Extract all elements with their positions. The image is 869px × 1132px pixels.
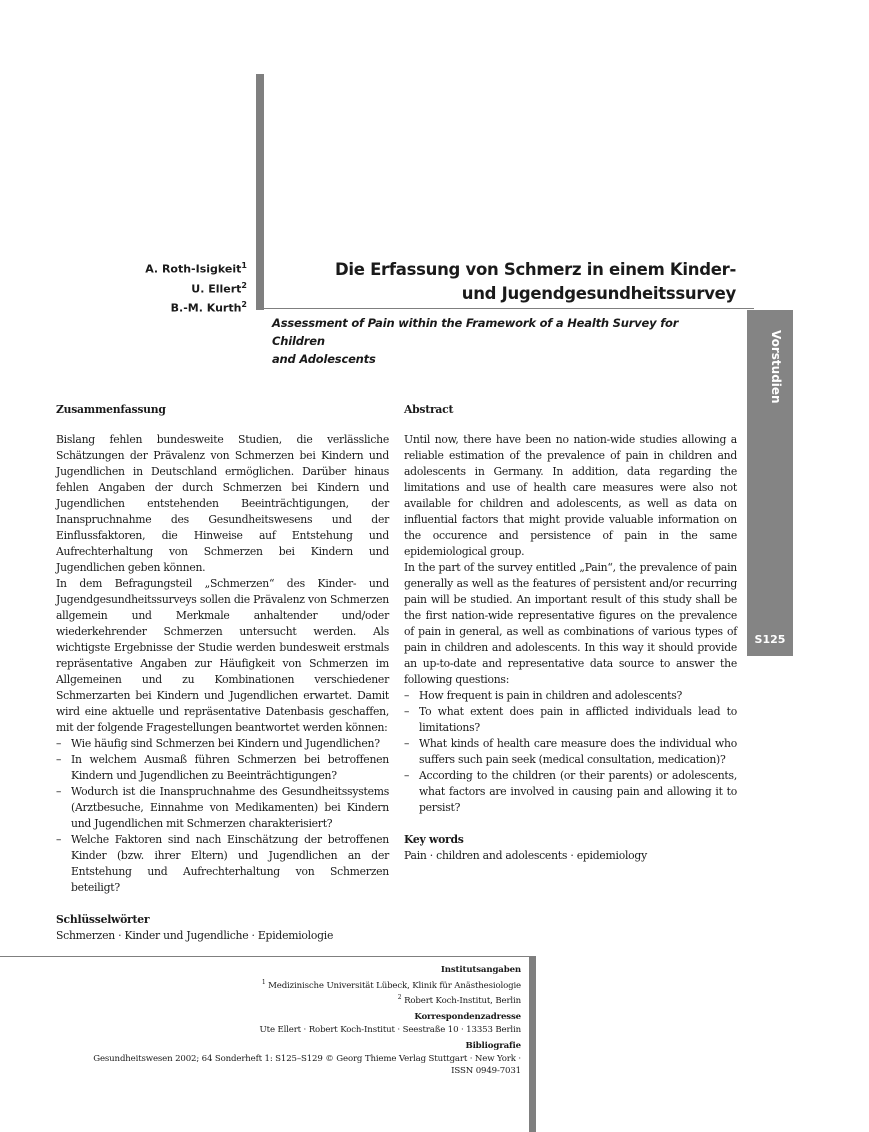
list-item — [56, 752, 389, 784]
page-number: S125 — [754, 633, 786, 646]
author — [145, 278, 247, 298]
footer-vertical-bar — [529, 956, 536, 1132]
list-item — [56, 736, 389, 752]
dash-bullet: – — [56, 737, 62, 750]
dash-bullet: – — [404, 689, 410, 702]
affiliation-mark: 1 — [261, 978, 266, 986]
institution-heading: Institutsangaben — [440, 965, 521, 975]
title-line: Die Erfassung von Schmerz in einem Kinder- — [334, 260, 736, 279]
keywords-text: Schmerzen · Kinder und Jugendliche · Epidemiologie — [56, 929, 334, 942]
dash-bullet: – — [56, 785, 62, 798]
header-vertical-bar — [256, 74, 264, 310]
affiliation-mark: 2 — [241, 280, 247, 290]
section-heading: Zusammenfassung — [56, 403, 166, 416]
list-item — [404, 736, 737, 768]
list-item — [56, 784, 389, 832]
section-label: Vorstudien — [769, 330, 783, 404]
dash-bullet: – — [404, 769, 410, 782]
paragraph: Bislang fehlen bundesweite Studien, die verlässliche Schätzungen der Prävalenz von Schmerzen bei Kindern und Jugendlichen in Deutschland ermöglichen. Darüber hinaus fehlen Angaben der durch Schmerzen bei Kindern und Jugendlichen entstehenden Beeinträchtigungen, der Inanspruchnahme des Gesundheitswesens und der Einflussfaktoren, die Hinweise auf Entstehung und Aufrechterhaltung von Schmerzen bei Kindern und Jugendlichen geben können. — [56, 433, 389, 574]
bibliography-heading: Bibliografie — [465, 1041, 521, 1052]
list-item-text: In welchem Ausmaß führen Schmerzen bei betroffenen Kindern und Jugendlichen zu Beeinträchtigungen? — [71, 753, 389, 782]
abstract-column — [404, 402, 737, 864]
institution-line — [21, 992, 521, 1007]
dash-bullet: – — [56, 833, 62, 846]
subtitle-line: Assessment of Pain within the Framework of a Health Survey for Children — [272, 316, 679, 348]
author-name: B.-M. Kurth — [170, 301, 242, 315]
institution-text: Medizinische Universität Lübeck, Klinik für Anästhesiologie — [268, 980, 521, 991]
list-item-text: Wie häufig sind Schmerzen bei Kindern und Jugendlichen? — [71, 737, 380, 750]
list-item-text: How frequent is pain in children and adolescents? — [419, 689, 683, 702]
zusammenfassung-column — [56, 402, 389, 944]
author — [145, 258, 247, 278]
footer-info — [21, 964, 521, 1082]
author — [145, 297, 247, 317]
keywords-heading: Schlüsselwörter — [56, 913, 150, 926]
author-name: U. Ellert — [191, 282, 242, 296]
paragraph: Until now, there have been no nation-wide studies allowing a reliable estimation of the prevalence of pain in children and adolescents in Germany. In addition, data regarding the limitations and use of health care measures were also not available for children and adolescents, as well as data on influential factors that might provide valuable information on the occurence and persistence of pain in the same epidemiological group. — [404, 433, 737, 558]
keywords-text: Pain · children and adolescents · epidemiology — [404, 849, 647, 862]
bibliography-line: Gesundheitswesen 2002; 64 Sonderheft 1: S125–S129 © Georg Thieme Verlag Stuttgart · New York · — [93, 1053, 521, 1064]
affiliation-mark: 1 — [241, 261, 247, 270]
keywords-heading: Key words — [404, 833, 464, 846]
author-name: A. Roth-Isigkeit — [145, 262, 242, 276]
list-item-text: Wodurch ist die Inanspruchnahme des Gesundheitssystems (Arztbesuche, Einnahme von Medikamenten) bei Kindern und Jugendlichen mit Schmerzen charakterisiert? — [71, 785, 389, 830]
dash-bullet: – — [404, 705, 410, 718]
list-item — [404, 768, 737, 816]
question-list — [404, 688, 737, 816]
list-item-text: Welche Faktoren sind nach Einschätzung der betroffenen Kinder (bzw. ihrer Eltern) und Jugendlichen an der Entstehung und Aufrechterhaltung von Schmerzen beteiligt? — [71, 833, 389, 894]
section-heading: Abstract — [404, 403, 454, 416]
paper-subtitle — [272, 314, 712, 368]
bibliography-block — [21, 1040, 521, 1078]
author-list — [145, 258, 247, 317]
title-line: und Jugendgesundheitssurvey — [461, 284, 736, 303]
list-item — [404, 704, 737, 736]
correspondence-block — [21, 1011, 521, 1036]
institution-text: Robert Koch-Institut, Berlin — [404, 995, 521, 1006]
list-item — [404, 688, 737, 704]
affiliation-mark: 2 — [397, 993, 402, 1001]
bibliography-line: ISSN 0949-7031 — [451, 1066, 521, 1077]
list-item — [56, 832, 389, 896]
dash-bullet: – — [404, 737, 410, 750]
institution-line — [21, 977, 521, 992]
question-list — [56, 736, 389, 896]
subtitle-line: and Adolescents — [272, 352, 376, 366]
correspondence-text: Ute Ellert · Robert Koch-Institut · Seestraße 10 · 13353 Berlin — [259, 1024, 521, 1035]
list-item-text: To what extent does pain in afflicted individuals lead to limitations? — [419, 705, 737, 734]
paper-title — [296, 258, 736, 306]
list-item-text: What kinds of health care measure does the individual who suffers such pain seek (medical consultation, medication)? — [419, 737, 737, 766]
institution-block — [21, 964, 521, 1007]
paragraph: In dem Befragungsteil „Schmerzen“ des Kinder- und Jugendgesundheitssurveys sollen die Prävalenz von Schmerzen allgemein und Merkmale anhaltender und/oder wiederkehrender Schmerzen untersucht werden. Als wichtigste Ergebnisse der Studie werden bundesweit erstmals repräsentative Angaben zur Häufigkeit von Schmerzen im Allgemeinen und zu Kombinationen verschiedener Schmerzarten bei Kindern und Jugendlichen erwartet. Damit wird eine aktuelle und repräsentative Datenbasis geschaffen, mit der folgende Fragestellungen beantwortet werden können: — [56, 577, 389, 734]
header-rule — [264, 308, 754, 309]
dash-bullet: – — [56, 753, 62, 766]
section-sidebar — [747, 310, 793, 656]
paragraph: In the part of the survey entitled „Pain“, the prevalence of pain generally as well as the features of persistent and/or recurring pain will be studied. An important result of this study shall be the first nation-wide representative figures on the prevalence of pain in general, as well as combinations of various types of pain in children and adolescents. In this way it should provide an up-to-date and representative data source to answer the following questions: — [404, 561, 737, 686]
list-item-text: According to the children (or their parents) or adolescents, what factors are involved in causing pain and allowing it to persist? — [419, 769, 737, 814]
correspondence-heading: Korrespondenzadresse — [414, 1012, 521, 1023]
affiliation-mark: 2 — [241, 300, 247, 310]
footer-rule — [0, 956, 530, 957]
